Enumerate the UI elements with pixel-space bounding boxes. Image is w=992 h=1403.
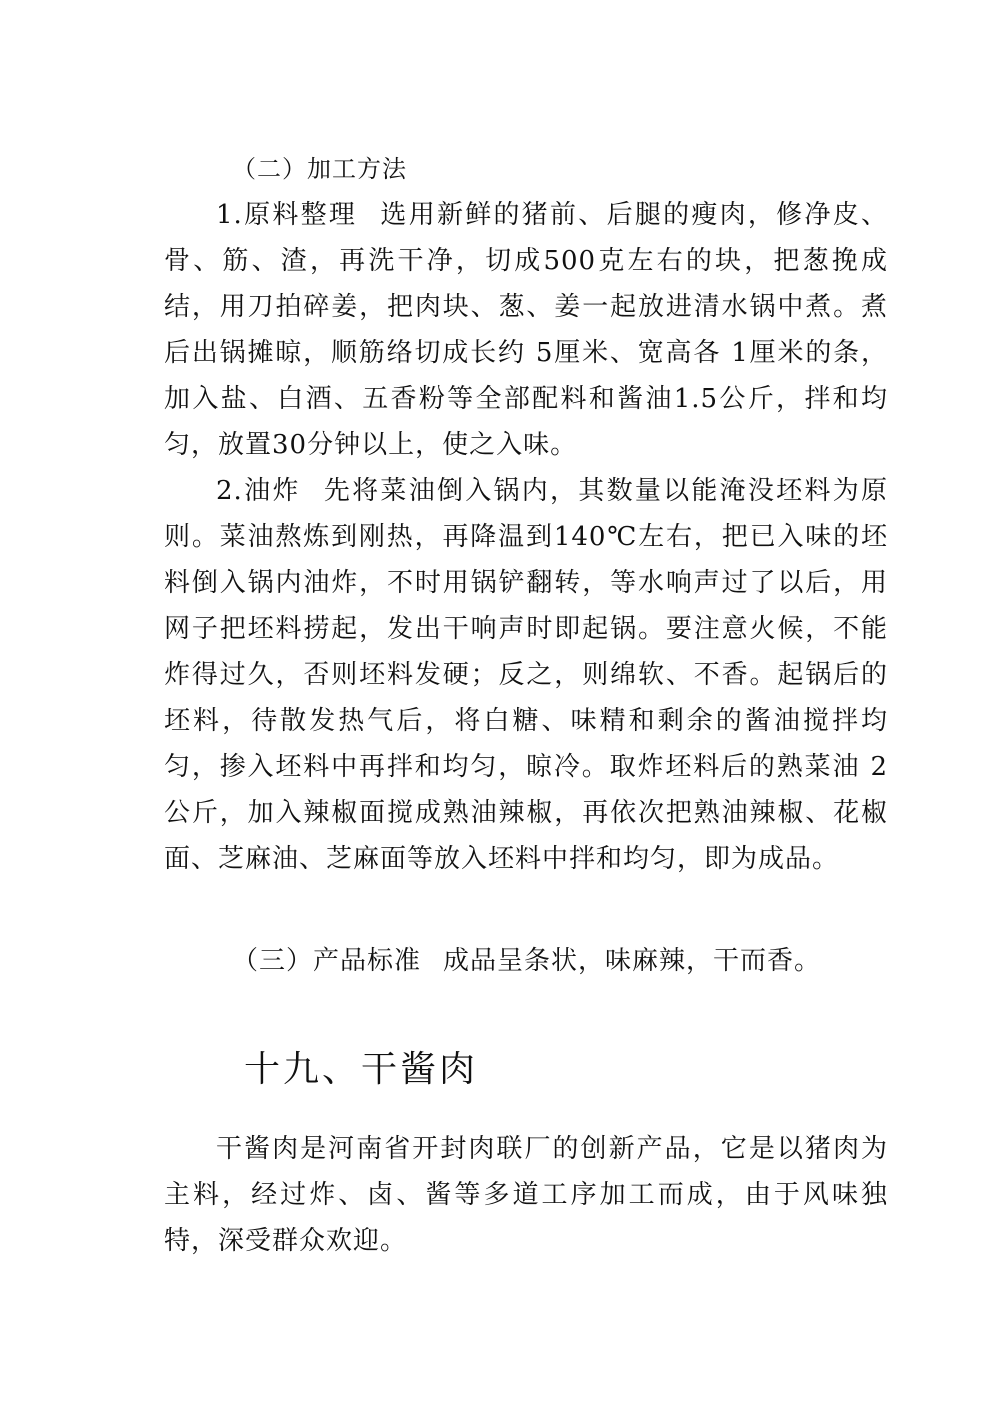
section-heading-processing-method: （二）加工方法: [232, 155, 407, 183]
paragraph-intro: 干酱肉是河南省开封肉联厂的创新产品，它是以猪肉为主料，经过炸、卤、酱等多道工序加工而成，由于风味独特，深受群众欢迎。: [164, 1134, 888, 1256]
section-label-product-standard: （三）产品标准: [232, 946, 422, 976]
step-label-raw-material: 1.原料整理: [216, 200, 358, 230]
step-text-raw-material: 选用新鲜的猪前、后腿的瘦肉，修净皮、骨、筋、渣，再洗干净，切成500克左右的块，把葱挽成结，用刀拍碎姜，把肉块、葱、姜一起放进清水锅中煮。煮后出锅摊晾，顺筋络切成长约 5厘米、宽高各 1厘米的条，加入盐、白酒、五香粉等全部配料和酱油1.5公斤，拌和均匀，放置30分钟以上，使之入味。: [164, 200, 888, 460]
paragraph-product-standard: [180, 938, 904, 984]
paragraph-deep-frying: [164, 468, 888, 882]
step-label-deep-frying: 2.油炸: [216, 476, 301, 506]
section-text-product-standard: 成品呈条状，味麻辣，干而香。: [443, 946, 822, 976]
paragraph-raw-material-prep: [164, 192, 888, 468]
chapter-title: 十九、干酱肉: [244, 1049, 479, 1090]
step-text-deep-frying: 先将菜油倒入锅内，其数量以能淹没坯料为原则。菜油熬炼到刚热，再降温到140℃左右，把已入味的坯料倒入锅内油炸，不时用锅铲翻转，等水响声过了以后，用网子把坯料捞起，发出干响声时即起锅。要注意火候，不能炸得过久，否则坯料发硬；反之，则绵软、不香。起锅后的坯料，待散发热气后，将白糖、味精和剩余的酱油搅拌均匀，掺入坯料中再拌和均匀，晾冷。取炸坯料后的熟菜油 2公斤，加入辣椒面搅成熟油辣椒，再依次把熟油辣椒、花椒面、芝麻油、芝麻面等放入坯料中拌和均匀，即为成品。: [164, 476, 888, 874]
